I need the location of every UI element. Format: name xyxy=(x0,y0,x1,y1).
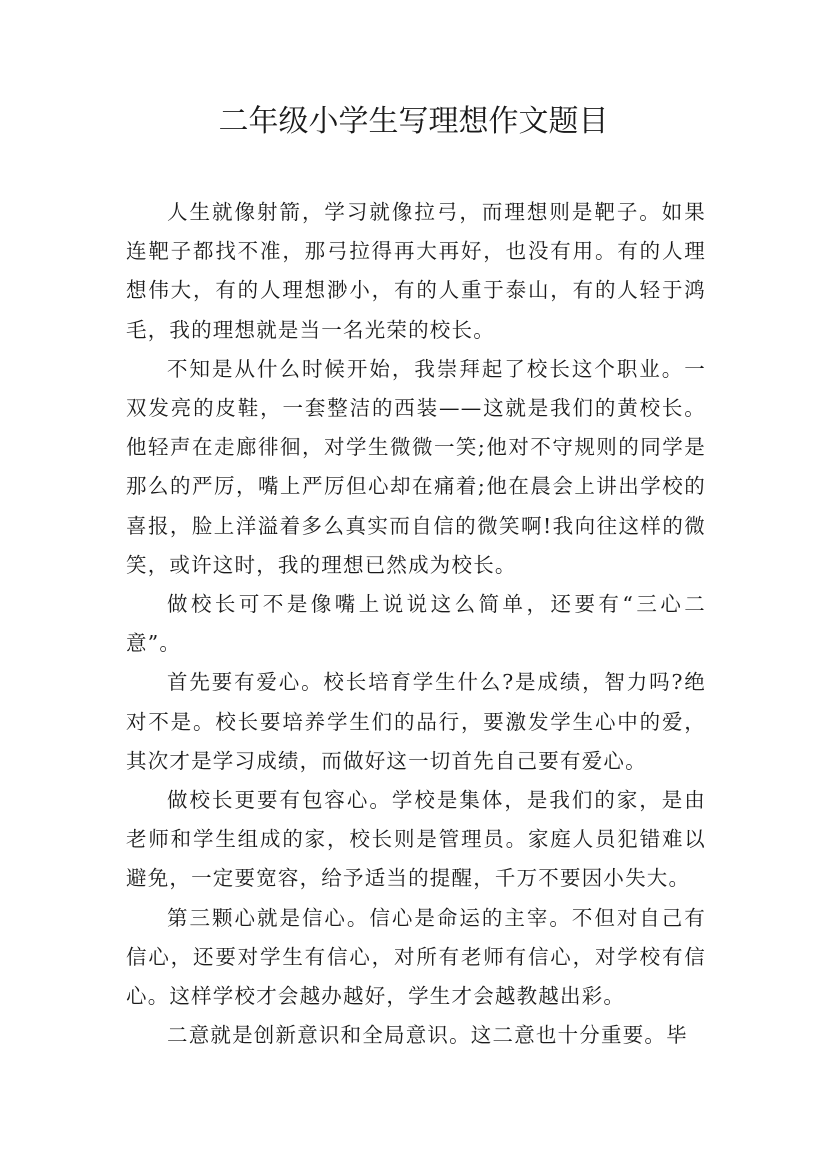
paragraph: 做校长更要有包容心。学校是集体，是我们的家，是由老师和学生组成的家，校长则是管理员。家庭人员犯错难以避免，一定要宽容，给予适当的提醒，千万不要因小失大。 xyxy=(126,788,706,891)
paragraph: 人生就像射箭，学习就像拉弓，而理想则是靶子。如果连靶子都找不准，那弓拉得再大再好，也没有用。有的人理想伟大，有的人理想渺小，有的人重于泰山，有的人轻于鸿毛，我的理想就是当一名光荣的校长。 xyxy=(126,200,706,342)
paragraph: 做校长可不是像嘴上说说这么简单，还要有“三心二意”。 xyxy=(126,592,706,656)
paragraph: 首先要有爱心。校长培育学生什么?是成绩，智力吗?绝对不是。校长要培养学生们的品行，要激发学生心中的爱，其次才是学习成绩，而做好这一切首先自己要有爱心。 xyxy=(126,670,706,773)
paragraph: 第三颗心就是信心。信心是命运的主宰。不但对自己有信心，还要对学生有信心，对所有老师有信心，对学校有信心。这样学校才会越办越好，学生才会越教越出彩。 xyxy=(126,905,706,1009)
document-title: 二年级小学生写理想作文题目 xyxy=(218,104,609,139)
paragraph: 不知是从什么时候开始，我崇拜起了校长这个职业。一双发亮的皮鞋，一套整洁的西装——这就是我们的黄校长。他轻声在走廊徘徊，对学生微微一笑;他对不守规则的同学是那么的严厉，嘴上严厉但心却在痛着;他在晨会上讲出学校的喜报，脸上洋溢着多么真实而自信的微笑啊!我向往这样的微笑，或许这时，我的理想已然成为校长。 xyxy=(126,356,706,577)
paragraph: 二意就是创新意识和全局意识。这二意也十分重要。毕 xyxy=(167,1023,688,1048)
document-body xyxy=(126,193,706,1055)
